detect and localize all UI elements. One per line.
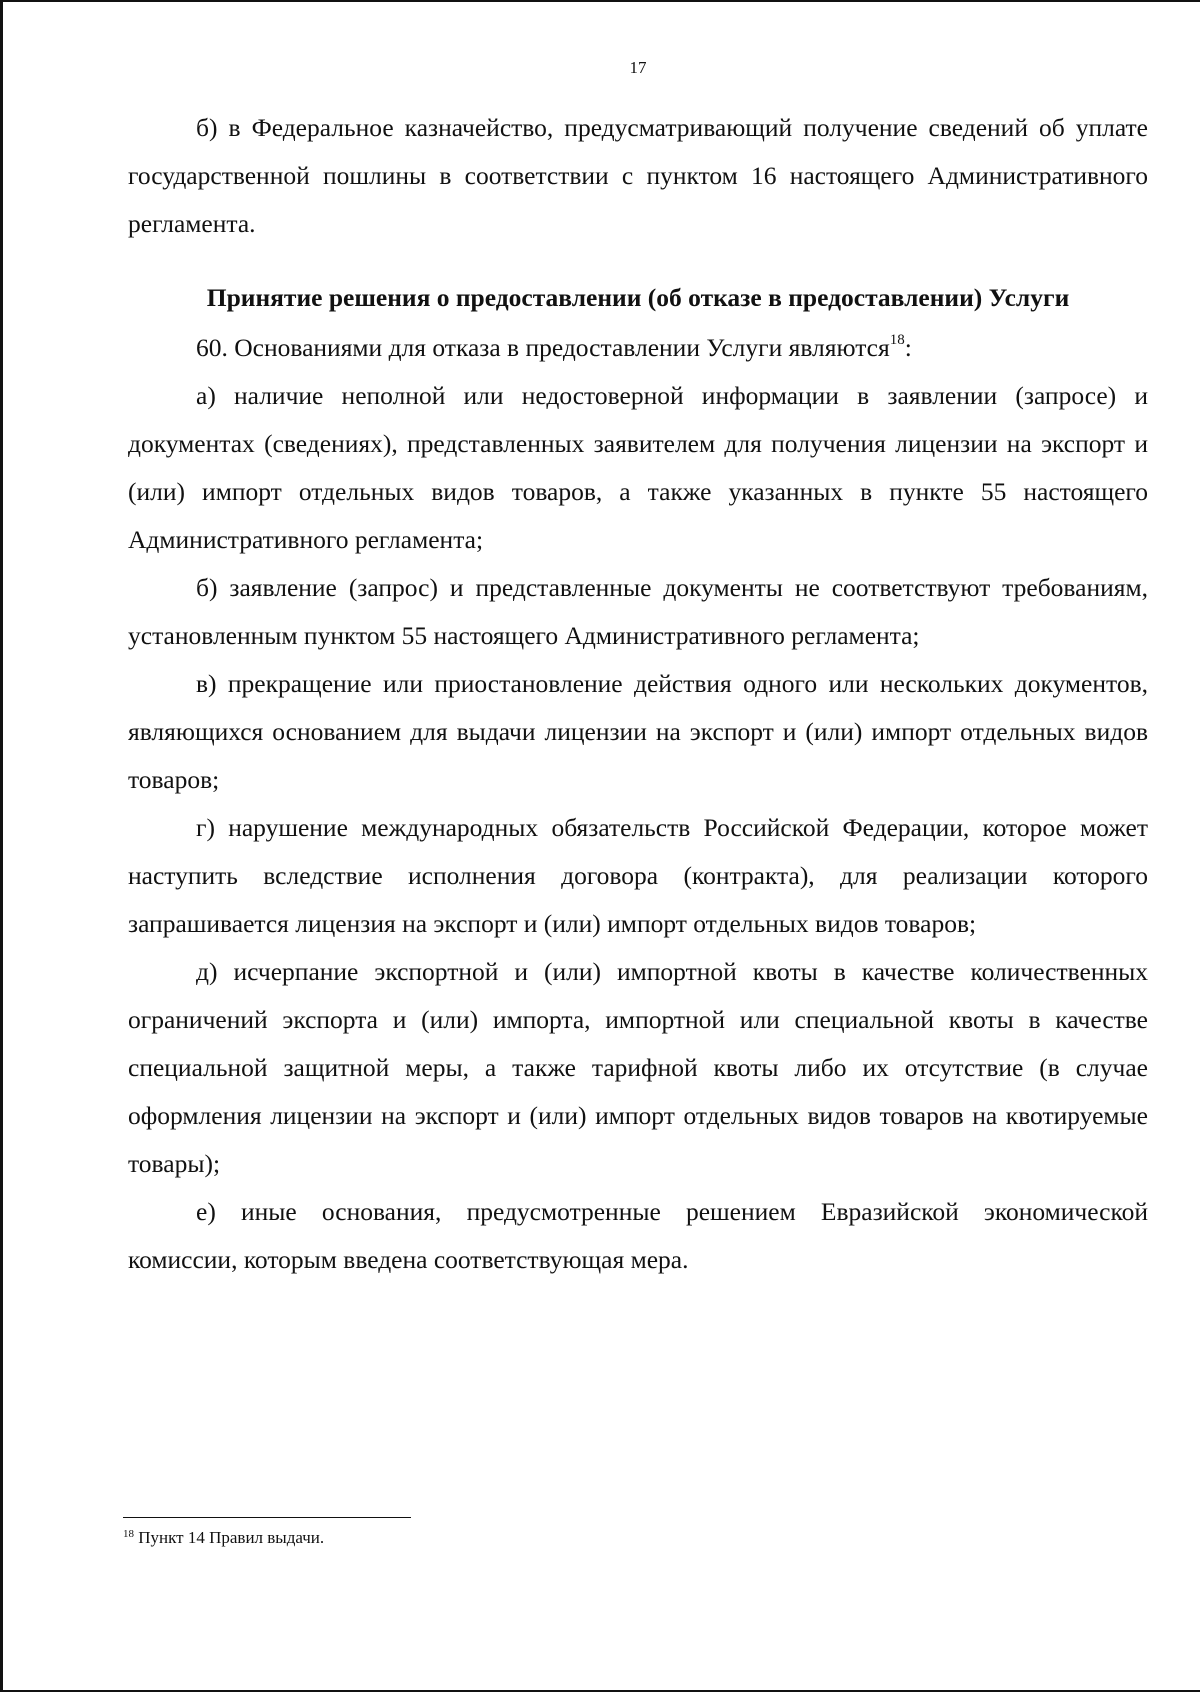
clause-60-text: 60. Основаниями для отказа в предоставлении Услуги являются — [196, 333, 890, 362]
footnote-text: Пункт 14 Правил выдачи. — [134, 1528, 325, 1547]
intro-paragraph: б) в Федеральное казначейство, предусматривающий получение сведений об уплате государственной пошлины в соответствии с пунктом 16 настоящего Административного регламента. — [128, 113, 1148, 238]
ground-item-v: в) прекращение или приостановление действия одного или нескольких документов, являющихся основанием для выдачи лицензии на экспорт и (или) импорт отдельных видов товаров; — [128, 669, 1148, 794]
grounds-block — [128, 324, 1148, 1284]
clause-60-suffix: : — [904, 333, 912, 362]
ground-item-b: б) заявление (запрос) и представленные документы не соответствуют требованиям, установленным пунктом 55 настоящего Административного регламента; — [128, 573, 1148, 650]
ground-item-d: д) исчерпание экспортной и (или) импортной квоты в качестве количественных ограничений экспорта и (или) импорта, импортной или специальной квоты в качестве специальной защитной меры, а также тарифной квоты либо их отсутствие (в случае оформления лицензии на экспорт и (или) импорт отдельных видов товаров на квотируемые товары); — [128, 957, 1148, 1178]
footnote-number: 18 — [123, 1528, 134, 1540]
footnote-reference: 18 — [889, 332, 905, 348]
ground-item-e: е) иные основания, предусмотренные решением Евразийской экономической комиссии, которым введена соответствующая мера. — [128, 1197, 1148, 1274]
section-heading: Принятие решения о предоставлении (об отказе в предоставлении) Услуги — [206, 283, 1070, 312]
clause-60-paragraph — [128, 324, 1148, 372]
intro-block — [128, 104, 1148, 248]
page-number: 17 — [629, 58, 647, 77]
footnote-separator — [123, 1517, 411, 1518]
footnote — [123, 1526, 324, 1550]
ground-item-g: г) нарушение международных обязательств Российской Федерации, которое может наступить вследствие исполнения договора (контракта), для реализации которого запрашивается лицензия на экспорт и (или) импорт отдельных видов товаров; — [128, 813, 1148, 938]
ground-item-a: а) наличие неполной или недостоверной информации в заявлении (запросе) и документах (сведениях), представленных заявителем для получения лицензии на экспорт и (или) импорт отдельных видов товаров, а также указанных в пункте 55 настоящего Административного регламента; — [128, 381, 1148, 554]
